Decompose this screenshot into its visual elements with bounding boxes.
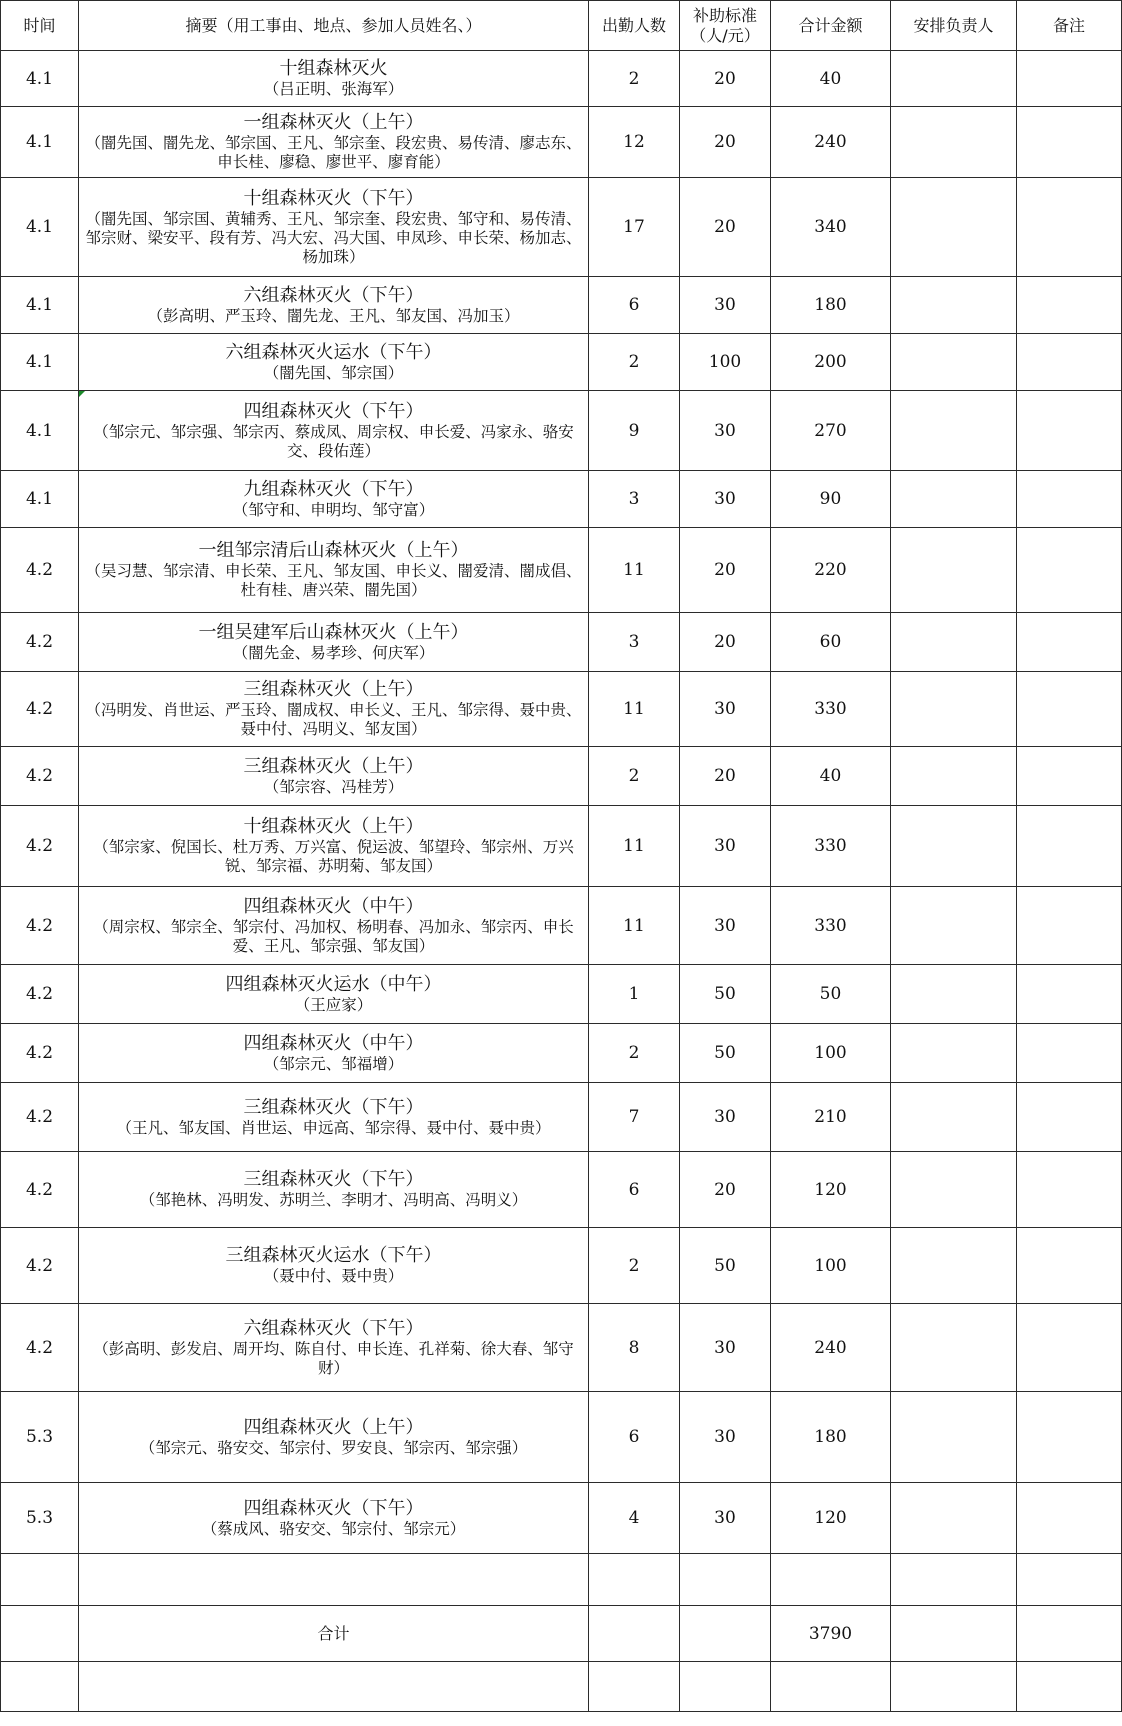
count-cell[interactable]: 6	[589, 1392, 680, 1483]
rate-cell[interactable]: 30	[680, 887, 771, 965]
table-cell[interactable]	[891, 1662, 1017, 1712]
table-cell[interactable]	[680, 1662, 771, 1712]
count-cell[interactable]: 8	[589, 1304, 680, 1392]
rate-cell[interactable]: 20	[680, 747, 771, 806]
count-cell[interactable]: 4	[589, 1483, 680, 1554]
summary-title: 六组森林灭火（下午）	[243, 1317, 424, 1339]
rate-cell[interactable]: 30	[680, 391, 771, 471]
owner-cell[interactable]	[891, 1083, 1017, 1152]
rate-cell[interactable]: 30	[680, 1392, 771, 1483]
summary-cell[interactable]	[79, 613, 589, 672]
participant-names: （闇先国、闇先龙、邹宗国、王凡、邹宗奎、段宏贵、易传清、廖志东、申长桂、廖稳、廖世平、廖育能）	[85, 134, 582, 171]
participant-names: （邹艳林、冯明发、苏明兰、李明才、冯明高、冯明义）	[139, 1191, 528, 1209]
header-count[interactable]: 出勤人数	[589, 1, 680, 51]
amount-cell[interactable]: 200	[771, 334, 891, 391]
owner-cell[interactable]	[891, 747, 1017, 806]
amount-cell[interactable]: 220	[771, 528, 891, 613]
rate-cell[interactable]: 100	[680, 334, 771, 391]
table-cell[interactable]	[680, 1606, 771, 1662]
date-cell[interactable]: 4.2	[1, 1304, 79, 1392]
owner-cell[interactable]	[891, 528, 1017, 613]
count-cell[interactable]: 11	[589, 887, 680, 965]
amount-cell[interactable]: 340	[771, 178, 891, 277]
table-row	[1, 887, 1122, 965]
date-cell[interactable]: 4.2	[1, 613, 79, 672]
date-cell[interactable]: 4.2	[1, 1228, 79, 1304]
owner-cell[interactable]	[891, 471, 1017, 528]
summary-cell[interactable]	[79, 277, 589, 334]
note-cell[interactable]	[1017, 672, 1122, 747]
summary-cell[interactable]	[79, 1228, 589, 1304]
summary-title: 十组森林灭火（上午）	[243, 816, 424, 837]
summary-title: 六组森林灭火（下午）	[243, 284, 424, 306]
table-row	[1, 806, 1122, 887]
count-cell[interactable]: 2	[589, 1024, 680, 1083]
summary-title: 一组吴建军后山森林灭火（上午）	[198, 621, 469, 643]
owner-cell[interactable]	[891, 334, 1017, 391]
header-owner[interactable]: 安排负责人	[891, 1, 1017, 51]
empty-row	[1, 1662, 1122, 1712]
participant-names: （邹宗元、邹宗强、邹宗丙、蔡成凤、周宗权、申长爱、冯家永、骆安交、段佑莲）	[93, 422, 574, 460]
summary-cell[interactable]	[79, 107, 589, 178]
summary-title: 四组森林灭火（中午）	[243, 1032, 424, 1054]
table-cell[interactable]	[79, 1662, 589, 1712]
note-cell[interactable]	[1017, 51, 1122, 107]
participant-names: （闇先国、邹宗国、黄辅秀、王凡、邹宗奎、段宏贵、邹守和、易传清、邹宗财、梁安平、段有芳、冯大宏、冯大国、申凤珍、申长荣、杨加志、杨加珠）	[85, 209, 582, 266]
header-date[interactable]: 时间	[1, 1, 79, 51]
empty-row	[1, 1554, 1122, 1606]
summary-cell[interactable]	[79, 747, 589, 806]
rate-cell[interactable]: 50	[680, 965, 771, 1024]
note-cell[interactable]	[1017, 471, 1122, 528]
date-cell[interactable]: 4.2	[1, 1024, 79, 1083]
table-row	[1, 1304, 1122, 1392]
note-cell[interactable]	[1017, 1392, 1122, 1483]
note-cell[interactable]	[1017, 277, 1122, 334]
summary-title: 四组森林灭火（上午）	[243, 1416, 424, 1438]
count-cell[interactable]: 6	[589, 1152, 680, 1228]
header-amount[interactable]: 合计金额	[771, 1, 891, 51]
summary-title: 六组森林灭火运水（下午）	[225, 341, 442, 363]
date-cell[interactable]: 4.2	[1, 1152, 79, 1228]
date-cell[interactable]: 4.2	[1, 806, 79, 887]
table-row	[1, 178, 1122, 277]
owner-cell[interactable]	[891, 887, 1017, 965]
amount-cell[interactable]: 120	[771, 1483, 891, 1554]
summary-cell[interactable]	[79, 1083, 589, 1152]
table-row	[1, 1152, 1122, 1228]
summary-cell[interactable]	[79, 471, 589, 528]
header-row	[1, 1, 1122, 51]
date-cell[interactable]: 4.2	[1, 887, 79, 965]
rate-cell[interactable]: 20	[680, 51, 771, 107]
header-note[interactable]: 备注	[1017, 1, 1122, 51]
count-cell[interactable]: 12	[589, 107, 680, 178]
owner-cell[interactable]	[891, 1392, 1017, 1483]
summary-title: 四组森林灭火（中午）	[243, 895, 424, 917]
amount-cell[interactable]: 210	[771, 1083, 891, 1152]
date-cell[interactable]: 4.2	[1, 747, 79, 806]
date-cell[interactable]: 4.1	[1, 107, 79, 178]
note-cell[interactable]	[1017, 1483, 1122, 1554]
participant-names: （邹宗容、冯桂芳）	[263, 777, 404, 796]
count-cell[interactable]: 1	[589, 965, 680, 1024]
amount-cell[interactable]: 100	[771, 1228, 891, 1304]
table-cell[interactable]	[771, 1554, 891, 1606]
count-cell[interactable]: 2	[589, 334, 680, 391]
summary-cell[interactable]	[79, 51, 589, 107]
summary-title: 九组森林灭火（下午）	[243, 478, 424, 500]
participant-names: （邹宗元、骆安交、邹宗付、罗安良、邹宗丙、邹宗强）	[139, 1438, 528, 1457]
amount-cell[interactable]: 50	[771, 965, 891, 1024]
note-cell[interactable]	[1017, 528, 1122, 613]
date-cell[interactable]: 5.3	[1, 1483, 79, 1554]
table-row	[1, 391, 1122, 471]
amount-cell[interactable]: 330	[771, 887, 891, 965]
summary-title: 三组森林灭火（下午）	[243, 1096, 424, 1118]
summary-cell[interactable]	[79, 334, 589, 391]
table-row	[1, 471, 1122, 528]
participant-names: （邹宗家、倪国长、杜万秀、万兴富、倪运波、邹望玲、邹宗州、万兴锐、邹宗福、苏明菊、邹友国）	[93, 838, 574, 875]
note-cell[interactable]	[1017, 1304, 1122, 1392]
table-cell[interactable]	[79, 1554, 589, 1606]
rate-cell[interactable]: 30	[680, 1304, 771, 1392]
owner-cell[interactable]	[891, 1228, 1017, 1304]
table-cell[interactable]	[589, 1554, 680, 1606]
date-cell[interactable]: 4.1	[1, 391, 79, 471]
table-row	[1, 1024, 1122, 1083]
table-row	[1, 613, 1122, 672]
participant-names: （邹宗元、邹福增）	[263, 1054, 404, 1073]
summary-title: 三组森林灭火（上午）	[243, 755, 424, 777]
participant-names: （聂中付、聂中贵）	[263, 1267, 404, 1285]
amount-cell[interactable]: 60	[771, 613, 891, 672]
date-cell[interactable]: 4.2	[1, 528, 79, 613]
amount-cell[interactable]: 180	[771, 1392, 891, 1483]
date-cell[interactable]: 5.3	[1, 1392, 79, 1483]
rate-cell[interactable]: 30	[680, 1083, 771, 1152]
note-cell[interactable]	[1017, 806, 1122, 887]
date-cell[interactable]: 4.2	[1, 965, 79, 1024]
table-cell[interactable]	[1017, 1662, 1122, 1712]
header-rate[interactable]: 补助标准（人/元）	[680, 1, 771, 51]
rate-cell[interactable]: 20	[680, 613, 771, 672]
count-cell[interactable]: 11	[589, 672, 680, 747]
amount-cell[interactable]: 330	[771, 806, 891, 887]
note-cell[interactable]	[1017, 1152, 1122, 1228]
summary-cell[interactable]	[79, 887, 589, 965]
rate-cell[interactable]: 30	[680, 806, 771, 887]
date-cell[interactable]: 4.1	[1, 277, 79, 334]
summary-cell[interactable]	[79, 1392, 589, 1483]
owner-cell[interactable]	[891, 178, 1017, 277]
table-cell[interactable]	[1017, 1606, 1122, 1662]
amount-cell[interactable]: 40	[771, 51, 891, 107]
summary-cell[interactable]	[79, 1152, 589, 1228]
summary-title: 一组森林灭火（上午）	[243, 112, 424, 133]
participant-names: （彭高明、严玉玲、闇先龙、王凡、邹友国、冯加玉）	[147, 306, 520, 325]
note-cell[interactable]	[1017, 965, 1122, 1024]
amount-cell[interactable]: 330	[771, 672, 891, 747]
table-cell[interactable]	[891, 1554, 1017, 1606]
participant-names: （彭高明、彭发启、周开均、陈自付、申长连、孔祥菊、徐大春、邹守财）	[93, 1339, 574, 1377]
owner-cell[interactable]	[891, 1483, 1017, 1554]
owner-cell[interactable]	[891, 391, 1017, 471]
amount-cell[interactable]: 100	[771, 1024, 891, 1083]
rate-cell[interactable]: 20	[680, 528, 771, 613]
rate-cell[interactable]: 20	[680, 107, 771, 178]
count-cell[interactable]: 2	[589, 51, 680, 107]
summary-cell[interactable]	[79, 1483, 589, 1554]
amount-cell[interactable]: 40	[771, 747, 891, 806]
count-cell[interactable]: 2	[589, 1228, 680, 1304]
participant-names: （吕正明、张海军）	[263, 80, 404, 98]
note-cell[interactable]	[1017, 178, 1122, 277]
summary-cell[interactable]	[79, 965, 589, 1024]
date-cell[interactable]: 4.1	[1, 471, 79, 528]
rate-cell[interactable]: 50	[680, 1228, 771, 1304]
participant-names: （王凡、邹友国、肖世运、申远高、邹宗得、聂中付、聂中贵）	[116, 1118, 551, 1137]
total-row	[1, 1606, 1122, 1662]
summary-title: 四组森林灭火运水（中午）	[225, 973, 442, 995]
summary-title: 三组森林灭火（下午）	[243, 1169, 424, 1190]
table-cell[interactable]	[680, 1554, 771, 1606]
summary-title: 三组森林灭火运水（下午）	[225, 1245, 442, 1266]
date-cell[interactable]: 4.1	[1, 51, 79, 107]
table-row	[1, 965, 1122, 1024]
count-cell[interactable]: 3	[589, 471, 680, 528]
amount-cell[interactable]: 90	[771, 471, 891, 528]
table-cell[interactable]	[1017, 1554, 1122, 1606]
participant-names: （冯明发、肖世运、严玉玲、闇成权、申长义、王凡、邹宗得、聂中贵、聂中付、冯明义、邹友国）	[85, 701, 582, 738]
owner-cell[interactable]	[891, 1152, 1017, 1228]
summary-cell[interactable]	[79, 1024, 589, 1083]
count-cell[interactable]: 9	[589, 391, 680, 471]
date-cell[interactable]: 4.1	[1, 178, 79, 277]
summary-title: 四组森林灭火（下午）	[243, 400, 424, 422]
table-cell[interactable]	[1, 1606, 79, 1662]
table-cell[interactable]	[891, 1606, 1017, 1662]
participant-names: （吴习慧、邹宗清、申长荣、王凡、邹友国、申长义、闇爱清、闇成倡、杜有桂、唐兴荣、闇先国）	[85, 562, 582, 599]
rate-cell[interactable]: 30	[680, 277, 771, 334]
owner-cell[interactable]	[891, 107, 1017, 178]
total-label[interactable]: 合计	[79, 1606, 589, 1662]
table-row	[1, 747, 1122, 806]
table-row	[1, 1392, 1122, 1483]
summary-title: 十组森林灭火	[279, 58, 388, 79]
note-cell[interactable]	[1017, 613, 1122, 672]
owner-cell[interactable]	[891, 672, 1017, 747]
participant-names: （周宗权、邹宗全、邹宗付、冯加权、杨明春、冯加永、邹宗丙、申长爱、王凡、邹宗强、邹友国）	[93, 917, 574, 955]
summary-cell[interactable]	[79, 178, 589, 277]
summary-title: 一组邹宗清后山森林灭火（上午）	[198, 540, 469, 561]
rate-cell[interactable]: 20	[680, 1152, 771, 1228]
summary-cell[interactable]	[79, 528, 589, 613]
count-cell[interactable]: 11	[589, 528, 680, 613]
table-row	[1, 51, 1122, 107]
amount-cell[interactable]: 240	[771, 107, 891, 178]
note-cell[interactable]	[1017, 1228, 1122, 1304]
participant-names: （邹守和、申明均、邹守富）	[232, 500, 435, 519]
note-cell[interactable]	[1017, 887, 1122, 965]
table-row	[1, 277, 1122, 334]
owner-cell[interactable]	[891, 965, 1017, 1024]
total-amount[interactable]: 3790	[771, 1606, 891, 1662]
amount-cell[interactable]: 270	[771, 391, 891, 471]
count-cell[interactable]: 3	[589, 613, 680, 672]
note-cell[interactable]	[1017, 334, 1122, 391]
owner-cell[interactable]	[891, 1024, 1017, 1083]
note-cell[interactable]	[1017, 747, 1122, 806]
note-cell[interactable]	[1017, 1083, 1122, 1152]
rate-cell[interactable]: 30	[680, 672, 771, 747]
date-cell[interactable]: 4.1	[1, 334, 79, 391]
amount-cell[interactable]: 240	[771, 1304, 891, 1392]
table-body	[1, 51, 1122, 1554]
summary-cell[interactable]	[79, 672, 589, 747]
count-cell[interactable]: 7	[589, 1083, 680, 1152]
table-cell[interactable]	[589, 1606, 680, 1662]
amount-cell[interactable]: 120	[771, 1152, 891, 1228]
header-summary[interactable]: 摘要（用工事由、地点、参加人员姓名、）	[79, 1, 589, 51]
note-cell[interactable]	[1017, 391, 1122, 471]
summary-title: 四组森林灭火（下午）	[243, 1497, 424, 1519]
table-cell[interactable]	[771, 1662, 891, 1712]
owner-cell[interactable]	[891, 51, 1017, 107]
table-row	[1, 1483, 1122, 1554]
participant-names: （闇先金、易孝珍、何庆军）	[232, 643, 435, 662]
table-cell[interactable]	[1, 1554, 79, 1606]
count-cell[interactable]: 2	[589, 747, 680, 806]
summary-cell[interactable]	[79, 391, 589, 471]
table-cell[interactable]	[1, 1662, 79, 1712]
participant-names: （闇先国、邹宗国）	[263, 363, 404, 382]
rate-cell[interactable]: 50	[680, 1024, 771, 1083]
count-cell[interactable]: 17	[589, 178, 680, 277]
count-cell[interactable]: 11	[589, 806, 680, 887]
date-cell[interactable]: 4.2	[1, 672, 79, 747]
participant-names: （王应家）	[294, 995, 373, 1014]
owner-cell[interactable]	[891, 277, 1017, 334]
table-row	[1, 528, 1122, 613]
note-cell[interactable]	[1017, 107, 1122, 178]
table-row	[1, 334, 1122, 391]
rate-cell[interactable]: 30	[680, 471, 771, 528]
rate-cell[interactable]: 20	[680, 178, 771, 277]
participant-names: （蔡成风、骆安交、邹宗付、邹宗元）	[201, 1519, 466, 1538]
table-cell[interactable]	[589, 1662, 680, 1712]
table-row	[1, 1228, 1122, 1304]
count-cell[interactable]: 6	[589, 277, 680, 334]
summary-cell[interactable]	[79, 806, 589, 887]
table-row	[1, 107, 1122, 178]
date-cell[interactable]: 4.2	[1, 1083, 79, 1152]
summary-cell[interactable]	[79, 1304, 589, 1392]
owner-cell[interactable]	[891, 1304, 1017, 1392]
note-cell[interactable]	[1017, 1024, 1122, 1083]
table-row	[1, 1083, 1122, 1152]
rate-cell[interactable]: 30	[680, 1483, 771, 1554]
owner-cell[interactable]	[891, 806, 1017, 887]
amount-cell[interactable]: 180	[771, 277, 891, 334]
summary-title: 十组森林灭火（下午）	[243, 187, 424, 209]
table-row	[1, 672, 1122, 747]
summary-title: 三组森林灭火（上午）	[243, 679, 424, 700]
owner-cell[interactable]	[891, 613, 1017, 672]
